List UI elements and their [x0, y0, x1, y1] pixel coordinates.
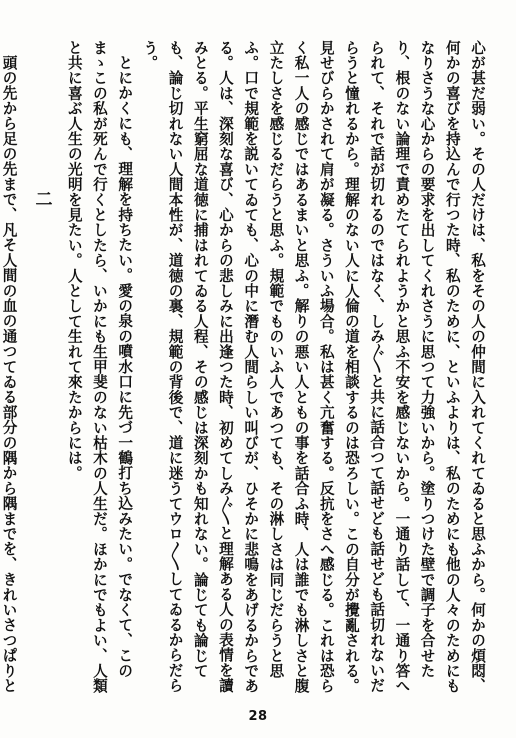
paragraph-2: とにかくにも、理解を持ちたい。愛の泉の噴水口に先づ一鶴打ち込みたい。でなくて、このまゝこの私が死んで行くとしたら、いかにも生甲斐のない枯木の人生だ。ほかにでもよい、人類と共に喜ぶ人生の光明を見たい。人として生れて來たからには。 — [65, 40, 134, 694]
section-heading: 二 — [31, 190, 52, 208]
paragraph-3: 頭の先から足の先まで、凡そ人間の血の通つてゐる部分の隅から隅までを、きれいさつぱりと — [0, 54, 18, 693]
vertical-text-body — [0, 40, 490, 695]
page-number: 28 — [248, 709, 268, 724]
paragraph-1: 心が甚だ弱い。その人だけは、私をその人の仲間に入れてくれてゐると思ふから。何かの煩悶、何かの喜びを持込んで行つた時、私のために、といふよりは、私のためにも他の人々のためにもなりさうな心からの要求を出してくれさうに思つて力強いから。塗りつけた壁で調子を合せたり、根のない論理で責めたてられようかと思ふ不安を感じないから。一通り話して、一通り答へられて、それで話が切れるのではなく、しみ〴〵と共に話合つて話せども話せども話切れないだらうと憧れるから。理解のない人に人倫の道を相談するのは恐ろしい。この自分が攪亂される。見せびらかされて肩が凝る。さういふ場合。私は甚く亢奮する。反抗をさへ感じる。これは恐らく私一人の感じではあるまいと思ふ。解りの悪い人ともの事を話合ふ時、人は誰でも淋しさと腹立たしさを感じるだらうと思ふ。規範でものいふ人であつても、その淋しさは同じだらうと思ふ。口で規範を説いてゐても、心の中に潛む人間らしい叫びが、ひそかに悲鳴をあげるからである。人は、深刻な喜び、心からの悲しみに出逢つた時、初めてしみ〴〵と理解ある人の表情を讀みとる。平生窮屈な道徳に捕はれてゐる人程、その感じは深刻かも知れない。論じても論じても、論じ切れない人間本性が、道徳の裏、規範の背後で、道に迷うてウロ〳〵してゐるからだらう。 — [141, 40, 486, 694]
